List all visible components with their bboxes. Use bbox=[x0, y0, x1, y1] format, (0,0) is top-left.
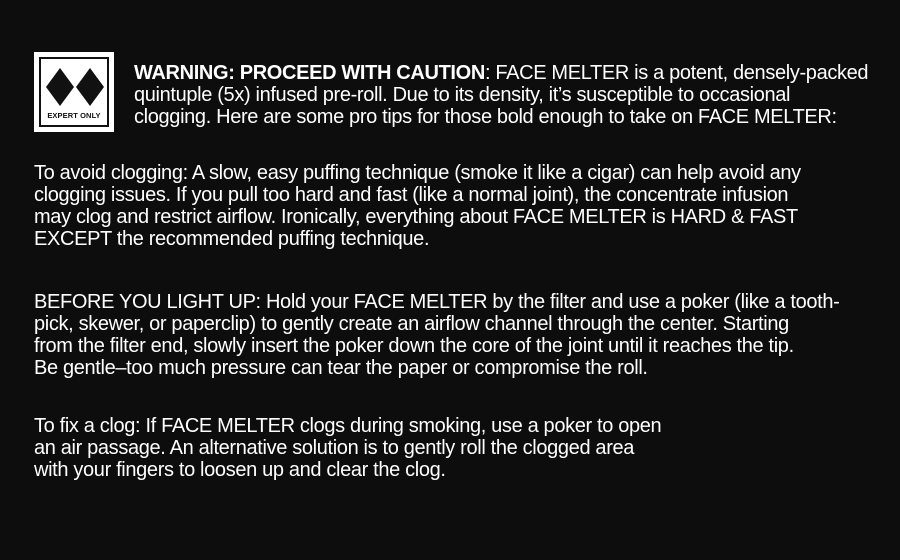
before-line: Be gentle–too much pressure can tear the paper or compromise the roll. bbox=[34, 357, 648, 379]
warning-line-3: clogging. Here are some pro tips for those bold enough to take on FACE MELTER: bbox=[134, 106, 837, 128]
badge-label: EXPERT ONLY bbox=[47, 111, 101, 120]
fix-line: To fix a clog: If FACE MELTER clogs during smoking, use a poker to open bbox=[34, 415, 662, 437]
before-line: BEFORE YOU LIGHT UP: Hold your FACE MELTER by the filter and use a poker (like a tooth- bbox=[34, 291, 840, 313]
warning-heading: WARNING: PROCEED WITH CAUTION bbox=[134, 62, 485, 84]
avoid-clogging-paragraph bbox=[34, 162, 801, 250]
fix-clog-paragraph bbox=[34, 415, 661, 481]
warning-line-2: quintuple (5x) infused pre-roll. Due to its density, it’s susceptible to occasional bbox=[134, 84, 791, 106]
avoid-line: may clog and restrict airflow. Ironically, everything about FACE MELTER is HARD & FAST bbox=[34, 206, 798, 228]
fix-line: with your fingers to loosen up and clear the clog. bbox=[34, 459, 446, 481]
warning-line-1 bbox=[134, 62, 868, 84]
avoid-line: clogging issues. If you pull too hard and fast (like a normal joint), the concentrate infusion bbox=[34, 184, 789, 206]
avoid-line: EXCEPT the recommended puffing technique. bbox=[34, 228, 430, 250]
double-black-diamond-icon bbox=[44, 66, 106, 108]
warning-line-1-rest: : FACE MELTER is a potent, densely-packed bbox=[484, 62, 869, 84]
badge-frame bbox=[39, 57, 109, 127]
fix-line: an air passage. An alternative solution is to gently roll the clogged area bbox=[34, 437, 635, 459]
avoid-line: To avoid clogging: A slow, easy puffing technique (smoke it like a cigar) can help avoid any bbox=[34, 162, 801, 184]
before-line: pick, skewer, or paperclip) to gently create an airflow channel through the center. Starting bbox=[34, 313, 789, 335]
before-line: from the filter end, slowly insert the poker down the core of the joint until it reaches the tip. bbox=[34, 335, 794, 357]
warning-paragraph bbox=[134, 62, 868, 128]
before-light-up-paragraph bbox=[34, 291, 839, 379]
expert-only-badge bbox=[34, 52, 114, 132]
